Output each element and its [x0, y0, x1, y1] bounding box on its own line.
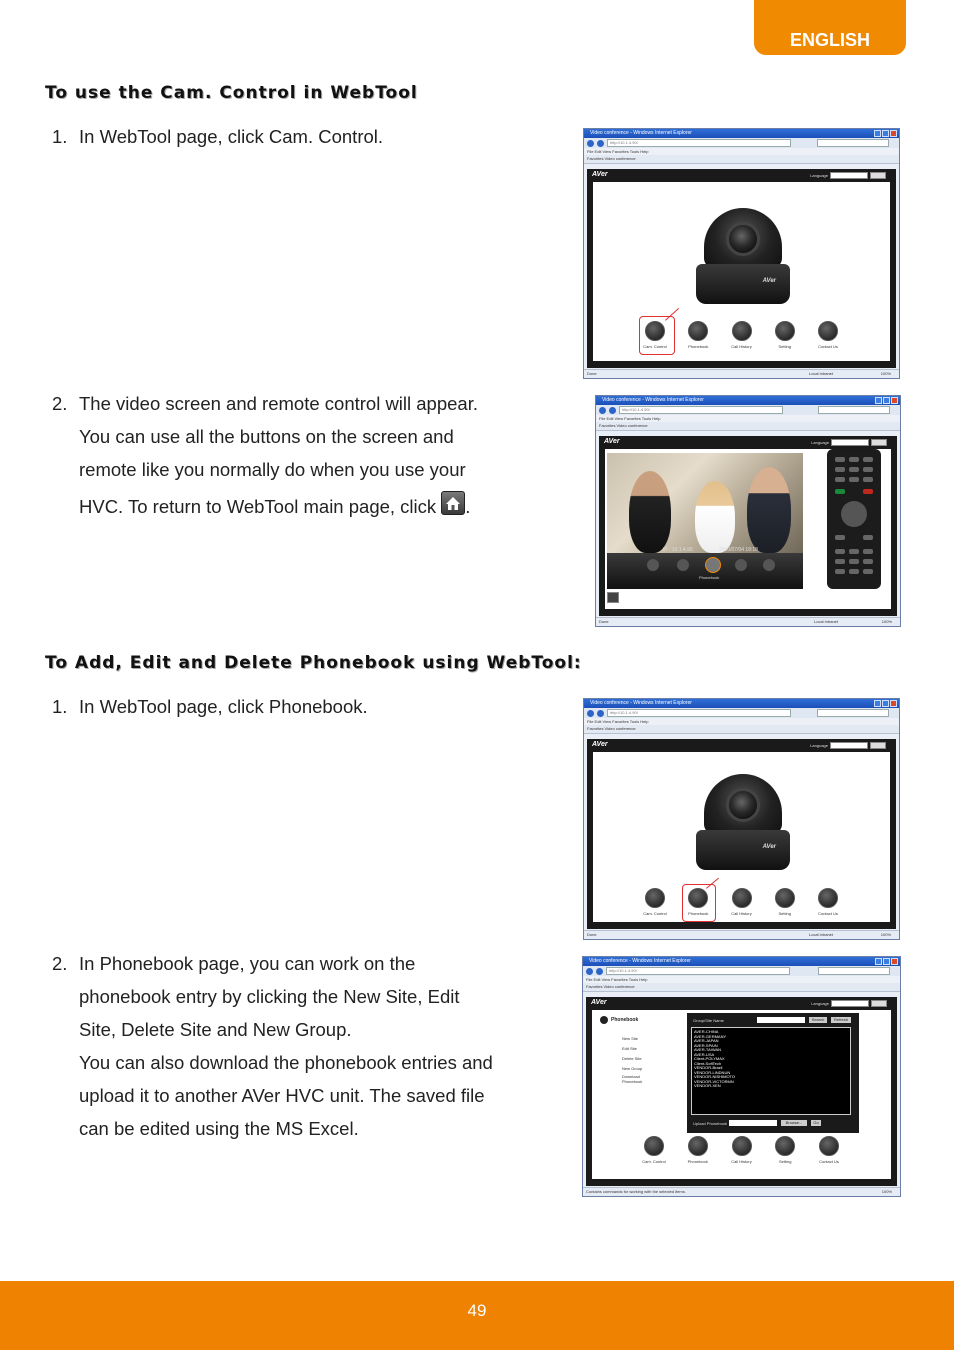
step-line: You can use all the buttons on the screen and	[79, 426, 454, 447]
download-phonebook-button[interactable]: Download Phonebook	[622, 1074, 643, 1084]
video-content	[605, 449, 891, 609]
list-item[interactable]: VENDOR-VICTORMN	[694, 1078, 734, 1084]
refresh-button[interactable]: Refresh	[831, 1017, 851, 1023]
list-item[interactable]: VENDOR-NISHIMOTO	[694, 1074, 736, 1079]
camera-image: AVer	[693, 774, 793, 874]
language-selector: Language	[811, 1000, 887, 1007]
status-bar: Done Local intranet 100%	[584, 930, 899, 939]
search-button[interactable]: Search	[809, 1017, 827, 1023]
status-bar: Done Local intranet 100%	[596, 617, 900, 626]
address-bar: http://10.1.4.90/	[584, 708, 899, 718]
cam-control-icon[interactable]: Cam. Control	[636, 1136, 672, 1164]
cam-control-icon[interactable]: Cam. Control	[637, 888, 673, 916]
page-number: 49	[467, 1301, 487, 1320]
step-line: phonebook entry by clicking the New Site, Edit	[79, 986, 460, 1007]
list-item[interactable]: AVER-JAPAN	[694, 1038, 719, 1043]
setting-icon[interactable]: Setting	[767, 888, 803, 916]
language-selector: Language	[810, 742, 886, 749]
remote-control[interactable]	[827, 449, 881, 589]
highlight-box	[639, 316, 675, 355]
favorites-bar: Favorites Video conference	[584, 725, 899, 734]
step-line: Site, Delete Site and New Group.	[79, 1019, 352, 1040]
favorites-bar: Favorites Video conference	[584, 155, 899, 164]
home-icon[interactable]	[607, 592, 619, 603]
webtool-content	[593, 182, 890, 361]
phonebook-content	[592, 1010, 891, 1179]
call-history-icon[interactable]: Call History	[724, 321, 760, 349]
browse-button[interactable]: Browse...	[781, 1120, 807, 1126]
new-group-button[interactable]: New Group	[622, 1066, 643, 1071]
address-bar: http://10.1.4.90/	[583, 966, 900, 976]
list-item[interactable]: AVER-TAIWAN	[694, 1047, 722, 1052]
list-item[interactable]: AVER-USA	[694, 1051, 715, 1057]
screenshot-webtool-phonebook	[583, 698, 900, 940]
phonebook-page	[586, 997, 897, 1186]
new-site-button[interactable]: New Site	[622, 1036, 639, 1041]
webtool-page	[587, 169, 896, 368]
language-tab	[754, 0, 906, 55]
go-button[interactable]: Go	[811, 1120, 821, 1126]
setting-icon[interactable]: Setting	[767, 321, 803, 349]
aver-logo: AVer	[592, 741, 608, 748]
list-item[interactable]: VENDOR-LINDNUN	[694, 1069, 731, 1075]
status-bar: Done Local intranet 100%	[584, 369, 899, 378]
video-osd-bar: IP : 10.1.4.90 2010/07/04 18:18 Phonebook	[607, 553, 803, 589]
step-line: You can also download the phonebook entries and	[79, 1052, 493, 1073]
home-icon	[441, 491, 465, 515]
language-selector: Language	[811, 439, 887, 446]
screenshot-video-remote	[595, 395, 901, 627]
camera-image: AVer	[693, 208, 793, 308]
address-bar: http://10.1.4.90/	[596, 405, 900, 415]
window-titlebar: Video conference - Windows Internet Explorer	[584, 699, 899, 708]
phonebook-icon[interactable]: Phonebook	[680, 1136, 716, 1164]
language-label: ENGLISH	[789, 30, 870, 50]
webtool-content	[593, 752, 890, 922]
screenshot-phonebook-page	[582, 956, 901, 1197]
edit-site-button[interactable]: Edit Site	[622, 1046, 637, 1051]
step-number: 2.	[52, 393, 68, 414]
favorites-bar: Favorites Video conference	[596, 422, 900, 431]
window-titlebar: Video conference - Windows Internet Explorer	[583, 957, 900, 966]
window-titlebar: Video conference - Windows Internet Explorer	[584, 129, 899, 138]
phonebook-title: Phonebook	[611, 1017, 639, 1023]
menu-bar: File Edit View Favorites Tools Help	[596, 415, 900, 422]
phonebook-icon[interactable]: Phonebook	[680, 888, 716, 916]
contact-us-icon[interactable]: Contact Us	[810, 321, 846, 349]
step-number: 1.	[52, 696, 68, 717]
step-line: upload it to another AVer HVC unit. The saved file	[79, 1085, 485, 1106]
phonebook-panel: Group/Site Name Search Refresh AVER-CHINA AVER-GERMANY AVER-JAPAN AVER-SPAIN AVER-TAIWAN AVER-USA Client-POLYMAX Client-SoftTech VENDOR-Brazil VENDOR-LINDNUN VENDOR-NISHIMOTO VENDOR-VICTORMN VENDOR-XEN Upload Phonebook Browse... Go	[687, 1013, 859, 1133]
step-number: 1.	[52, 126, 68, 147]
webtool-page	[587, 739, 896, 929]
address-bar: http://10.1.4.90/	[584, 138, 899, 148]
contact-us-icon[interactable]: Contact Us	[810, 888, 846, 916]
favorites-bar: Favorites Video conference	[583, 983, 900, 992]
menu-bar: File Edit View Favorites Tools Help	[584, 718, 899, 725]
menu-bar: File Edit View Favorites Tools Help	[584, 148, 899, 155]
video-feed	[607, 453, 803, 553]
list-item[interactable]: VENDOR-Brazil	[694, 1065, 723, 1070]
highlight-box	[682, 884, 716, 922]
step-line: HVC. To return to WebTool main page, click	[79, 496, 437, 517]
aver-logo: AVer	[604, 438, 620, 445]
video-page	[599, 436, 897, 616]
step-text: In WebTool page, click Cam. Control.	[79, 126, 384, 147]
status-bar: Contains commands for working with the selected items. 100%	[583, 1187, 900, 1196]
call-history-icon[interactable]: Call History	[724, 888, 760, 916]
page-footer	[0, 1281, 954, 1350]
setting-icon[interactable]: Setting	[767, 1136, 803, 1164]
list-item[interactable]: AVER-CHINA	[694, 1029, 719, 1034]
section-heading-cam-control: To use the Cam. Control in WebTool	[45, 83, 418, 103]
step-line: remote like you normally do when you use your	[79, 459, 466, 480]
step-text: In WebTool page, click Phonebook.	[79, 696, 368, 717]
search-input[interactable]	[757, 1017, 805, 1023]
contact-us-icon[interactable]: Contact Us	[811, 1136, 847, 1164]
phonebook-actions	[622, 1034, 650, 1084]
step-line: The video screen and remote control will appear.	[79, 393, 478, 414]
section-heading-phonebook: To Add, Edit and Delete Phonebook using WebTool:	[45, 653, 582, 673]
list-item[interactable]: Client-SoftTech	[694, 1060, 722, 1066]
webtool-icon-row	[636, 1136, 847, 1164]
cam-control-icon[interactable]: Cam. Control	[637, 321, 673, 349]
list-item[interactable]: AVER-GERMANY	[694, 1033, 727, 1039]
aver-logo: AVer	[592, 171, 608, 178]
phonebook-icon[interactable]: Phonebook	[680, 321, 716, 349]
step-line: In Phonebook page, you can work on the	[79, 953, 416, 974]
step-suffix: .	[465, 496, 471, 517]
list-item[interactable]: AVER-SPAIN	[694, 1042, 718, 1048]
window-titlebar: Video conference - Windows Internet Explorer	[596, 396, 900, 405]
site-list[interactable]	[691, 1027, 851, 1115]
menu-bar: File Edit View Favorites Tools Help	[583, 976, 900, 983]
osd-phonebook-icon[interactable]	[705, 557, 721, 573]
list-item[interactable]: Client-POLYMAX	[694, 1056, 725, 1061]
upload-file-input[interactable]	[729, 1120, 777, 1126]
screenshot-webtool-cam-control	[583, 128, 900, 379]
step-number: 2.	[52, 953, 68, 974]
list-item[interactable]: VENDOR-XEN	[694, 1083, 721, 1088]
language-selector: Language	[810, 172, 886, 179]
step-line: can be edited using the MS Excel.	[79, 1118, 359, 1139]
aver-logo: AVer	[591, 999, 607, 1006]
webtool-icon-row	[637, 888, 846, 916]
delete-site-button[interactable]: Delete Site	[622, 1056, 642, 1061]
call-history-icon[interactable]: Call History	[724, 1136, 760, 1164]
phonebook-icon	[600, 1016, 608, 1024]
